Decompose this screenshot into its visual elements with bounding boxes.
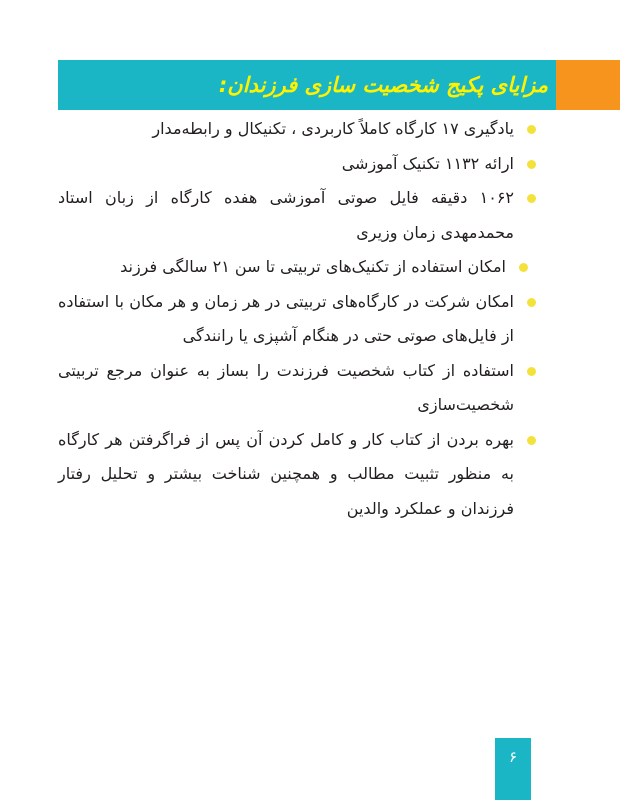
list-item-text: ارائه ۱۱۳۲ تکنیک آموزشی (341, 153, 514, 173)
header-bar (58, 60, 556, 110)
list-item (58, 147, 536, 182)
list-item-text: امکان استفاده از تکنیک‌های تربیتی تا سن ۲۱ سالگی فرزند (120, 257, 506, 276)
page-number-tab (495, 738, 531, 800)
page-title: مزایای پکیج شخصیت سازی فرزندان: (218, 73, 548, 97)
bullet-icon (527, 367, 536, 376)
list-item-text: بهره بردن از کتاب کار و کامل کردن آن پس از فراگرفتن هر کارگاه به منظور تثبیت مطالب و همچنین شناخت بیشتر و تحلیل رفتار فرزندان و عملکرد والدین (58, 429, 514, 518)
bullet-icon (527, 125, 536, 134)
bullet-icon (519, 263, 528, 272)
list-item (58, 181, 536, 250)
benefits-list (58, 112, 536, 526)
list-item (58, 285, 536, 354)
header-accent-block (556, 60, 620, 110)
list-item (58, 354, 536, 423)
list-item-text: یادگیری ۱۷ کارگاه کاملاً کاربردی ، تکنیکال و رابطه‌مدار (152, 119, 514, 138)
bullet-icon (527, 194, 536, 203)
bullet-icon (527, 298, 536, 307)
list-item-text: استفاده از کتاب شخصیت فرزندت را بساز به عنوان مرجع تربیتی شخصیت‌سازی (58, 360, 514, 414)
list-item-text: ۱۰۶۲ دقیقه فایل صوتی آموزشی هفده کارگاه از زبان استاد محمدمهدی زمان وزیری (58, 188, 514, 242)
bullet-icon (527, 436, 536, 445)
list-item-text: امکان شرکت در کارگاه‌های تربیتی در هر زمان و هر مکان با استفاده از فایل‌های صوتی حتی در هنگام آشپزی یا رانندگی (58, 291, 514, 345)
list-item (58, 250, 536, 285)
page-number: ۶ (508, 748, 518, 766)
list-item (58, 112, 536, 147)
bullet-icon (527, 160, 536, 169)
list-item (58, 423, 536, 527)
